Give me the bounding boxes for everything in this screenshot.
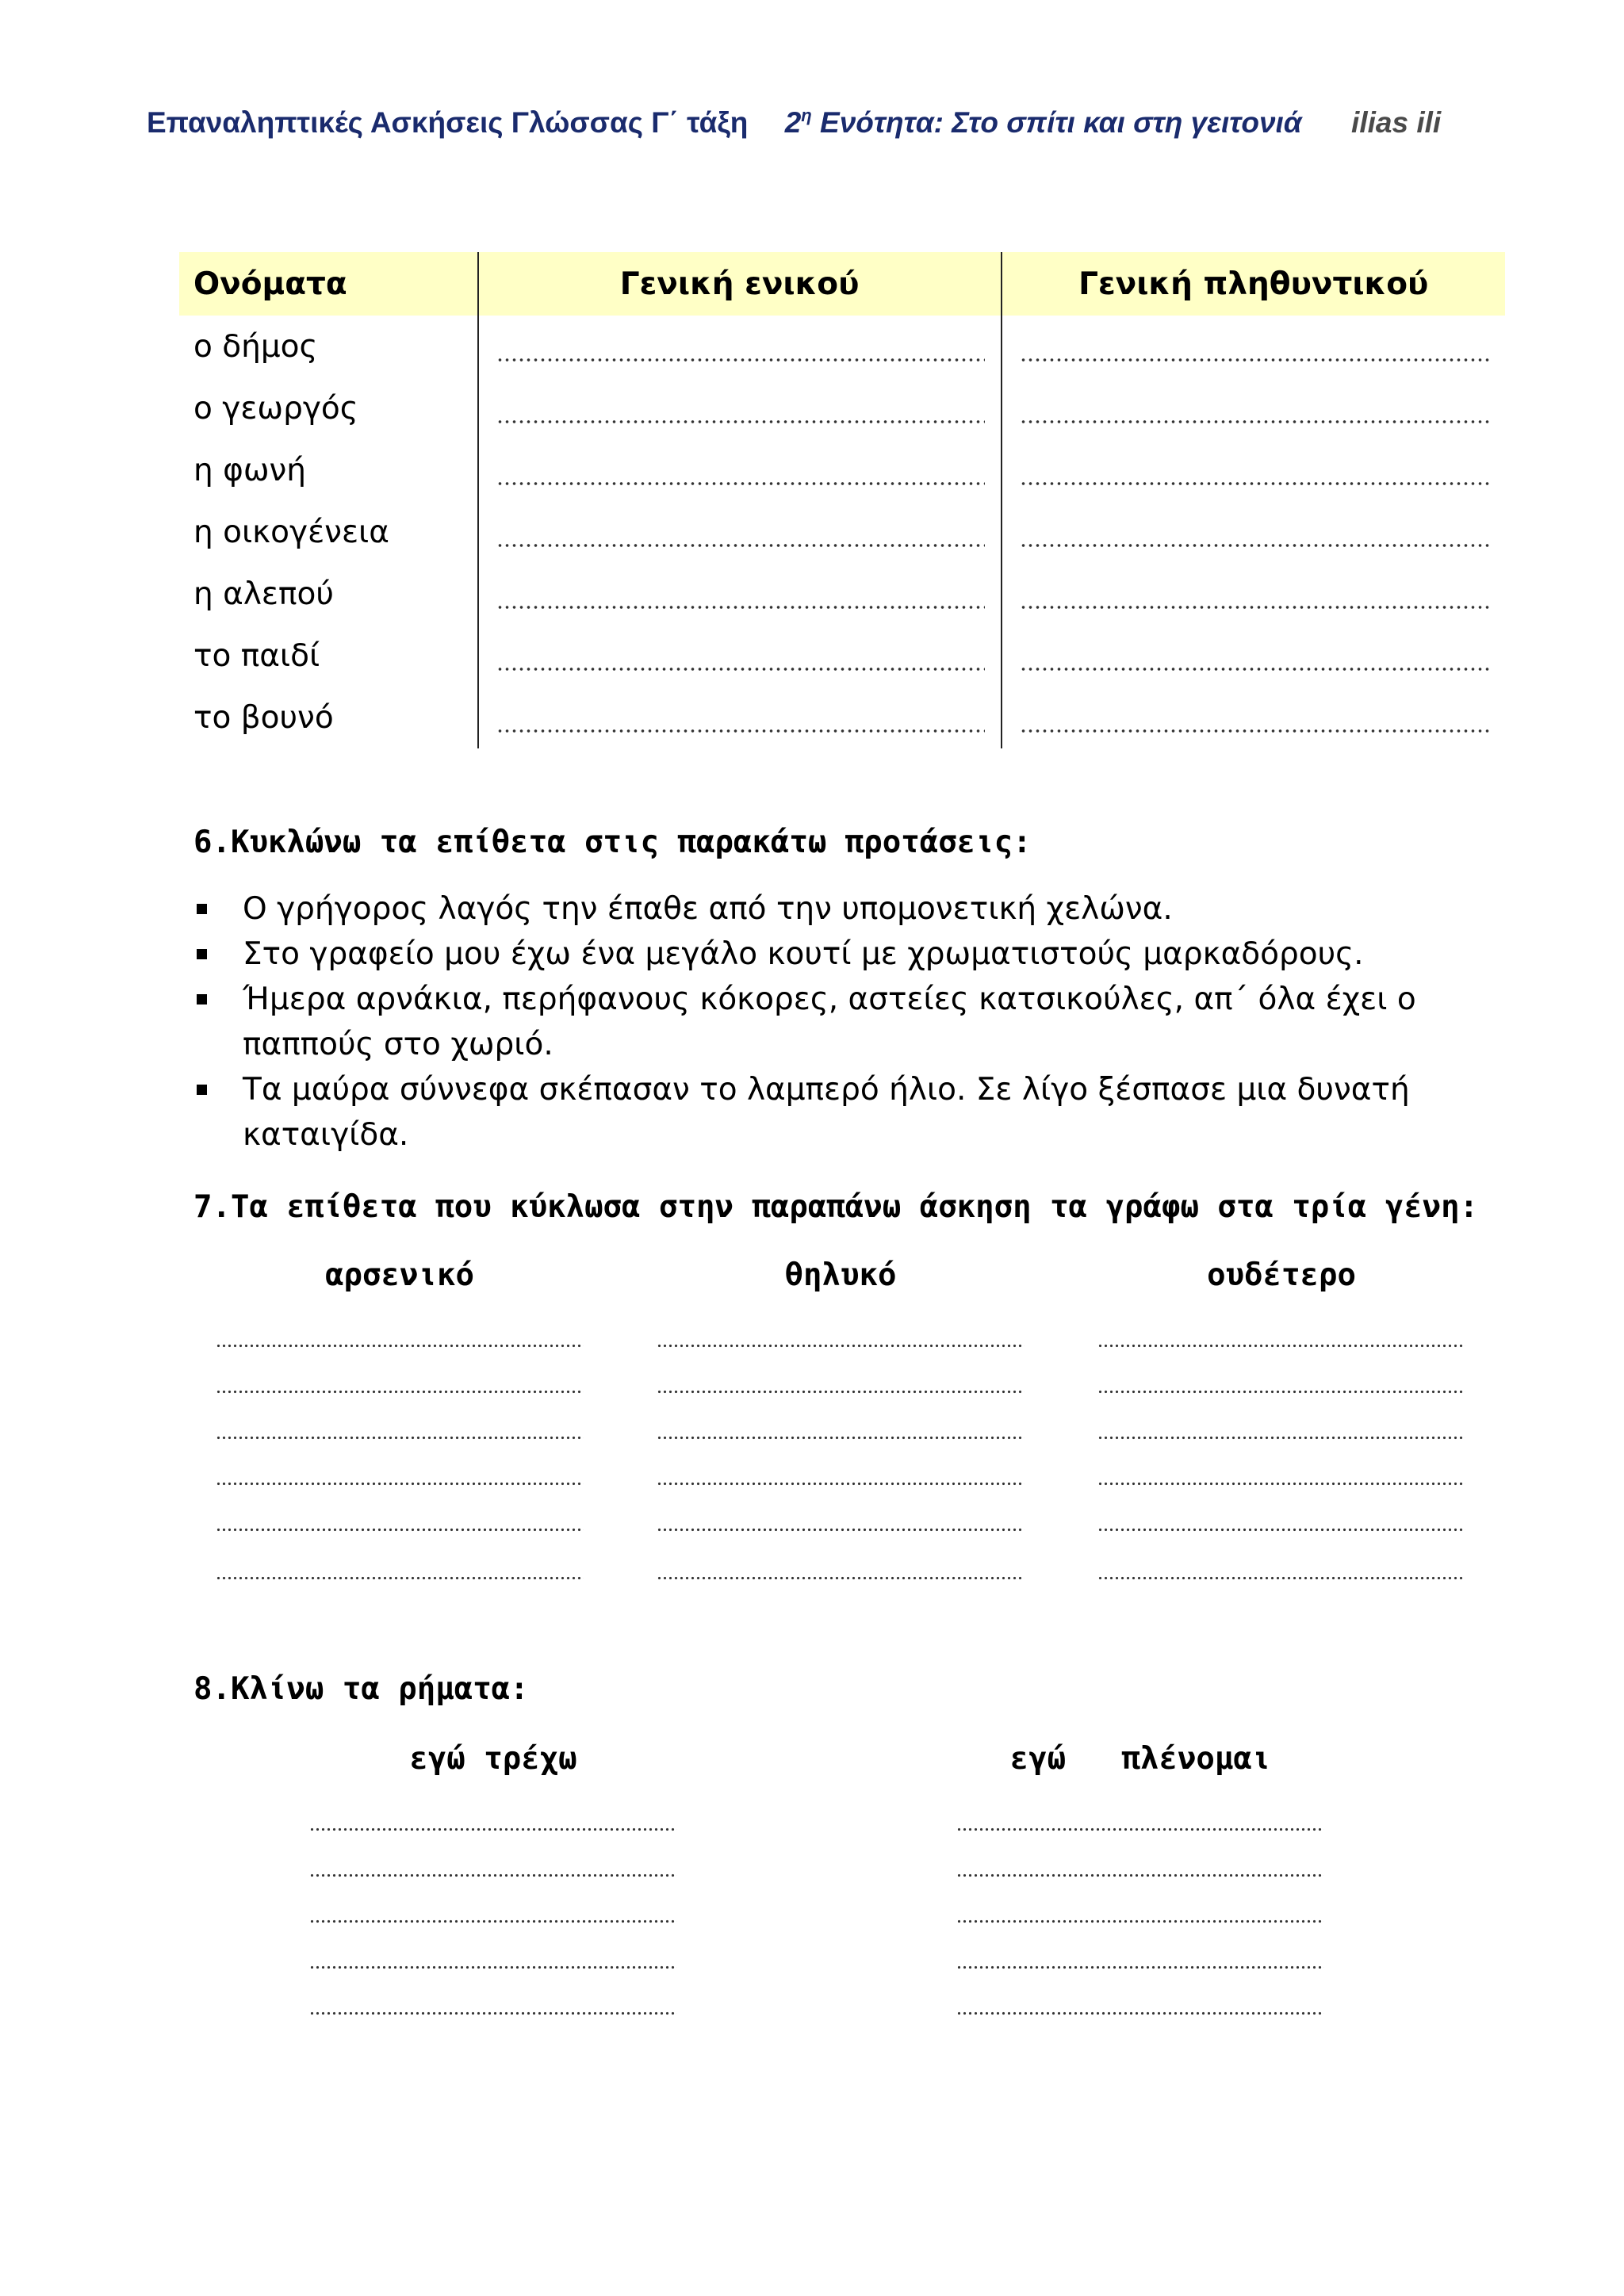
bullet-square-icon [197,1085,207,1095]
header-unit [785,106,1302,139]
answer-cell-plural[interactable] [1002,377,1505,439]
answer-line-masculine[interactable] [216,1528,584,1532]
conjugation-line-trexo[interactable] [309,1873,677,1877]
page-header [147,94,1495,138]
noun-cell: η φωνή [193,452,307,488]
conjugation-line-plenomai[interactable] [956,1827,1324,1831]
sentence-item [193,1067,1510,1158]
answer-line-feminine[interactable] [657,1390,1025,1394]
table-header-nouns: Ονόματα [179,252,478,316]
exercise-7-title: 7.Τα επίθετα που κύκλωσα στην παραπάνω άσκηση τα γράφω στα τρία γένη: [193,1189,1479,1225]
conjugation-line-plenomai[interactable] [956,2011,1324,2015]
header-title: Επαναληπτικές Ασκήσεις Γλώσσας Γ΄ τάξη [147,106,749,139]
answer-line-neuter[interactable] [1097,1390,1465,1394]
answer-cell-plural[interactable] [1002,501,1505,563]
noun-cell: η αλεπού [193,576,334,612]
table-row [179,439,1505,501]
answer-cell-singular[interactable] [478,625,1002,687]
unit-label: Ενότητα: Στο σπίτι και στη γειτονιά [820,106,1302,139]
column-neuter: ουδέτερο [1207,1257,1356,1293]
answer-line-neuter[interactable] [1097,1344,1465,1348]
answer-cell-plural[interactable] [1002,563,1505,625]
sentence-text[interactable]: Ήμερα αρνάκια, περήφανους κόκορες, αστείες κατσικούλες, απ΄ όλα έχει ο παππούς στο χωριό. [243,982,1416,1062]
bullet-square-icon [197,949,207,959]
answer-line-neuter[interactable] [1097,1576,1465,1580]
noun-cell: ο δήμος [193,328,318,365]
answer-cell-plural[interactable] [1002,687,1505,748]
answer-cell-plural[interactable] [1002,439,1505,501]
table-header-gen-plural: Γενική πληθυντικού [1002,252,1505,316]
answer-line-feminine[interactable] [657,1528,1025,1532]
sentence-text[interactable]: Ο γρήγορος λαγός την έπαθε από την υπομονετική χελώνα. [243,891,1173,927]
answer-line-masculine[interactable] [216,1576,584,1580]
answer-cell-plural[interactable] [1002,625,1505,687]
answer-line-neuter[interactable] [1097,1482,1465,1486]
answer-line-feminine[interactable] [657,1576,1025,1580]
exercise-6-title: 6.Κυκλώνω τα επίθετα στις παρακάτω προτάσεις: [193,825,1032,860]
sentence-item [193,886,1510,932]
column-feminine: θηλυκό [784,1257,897,1293]
conjugation-line-trexo[interactable] [309,1965,677,1969]
unit-sup: η [801,105,812,125]
sentence-item [193,932,1510,977]
answer-line-neuter[interactable] [1097,1436,1465,1440]
sentence-text[interactable]: Τα μαύρα σύννεφα σκέπασαν το λαμπερό ήλιο. Σε λίγο ξέσπασε μια δυνατή καταιγίδα. [243,1072,1410,1153]
answer-line-masculine[interactable] [216,1390,584,1394]
answer-cell-singular[interactable] [478,316,1002,377]
verb-plenomai-heading: εγώ πλένομαι [1009,1741,1271,1777]
conjugation-line-trexo[interactable] [309,2011,677,2015]
noun-cell: το παιδί [193,637,320,674]
answer-cell-singular[interactable] [478,377,1002,439]
bullet-square-icon [197,994,207,1004]
answer-cell-singular[interactable] [478,501,1002,563]
sentence-item [193,977,1510,1067]
answer-line-masculine[interactable] [216,1482,584,1486]
unit-number: 2 [784,106,802,139]
noun-cell: το βουνό [193,699,334,736]
bullet-square-icon [197,904,207,914]
noun-cell: η οικογένεια [193,514,389,550]
answer-line-masculine[interactable] [216,1344,584,1348]
table-header-row [179,252,1505,316]
answer-line-feminine[interactable] [657,1344,1025,1348]
verb-trexo-heading: εγώ τρέχω [409,1741,577,1777]
conjugation-line-plenomai[interactable] [956,1873,1324,1877]
table-row [179,377,1505,439]
table-row [179,563,1505,625]
answer-cell-plural[interactable] [1002,316,1505,377]
conjugation-line-plenomai[interactable] [956,1919,1324,1923]
table-row [179,316,1505,377]
answer-line-feminine[interactable] [657,1436,1025,1440]
answer-line-masculine[interactable] [216,1436,584,1440]
header-author: ilias ili [1351,106,1442,139]
table-header-gen-singular: Γενική ενικού [478,252,1002,316]
genitive-table [179,252,1505,748]
conjugation-line-plenomai[interactable] [956,1965,1324,1969]
exercise-6-sentences [193,886,1510,1158]
answer-line-neuter[interactable] [1097,1528,1465,1532]
conjugation-line-trexo[interactable] [309,1919,677,1923]
table-row [179,687,1505,748]
table-row [179,501,1505,563]
table-row [179,625,1505,687]
conjugation-line-trexo[interactable] [309,1827,677,1831]
answer-cell-singular[interactable] [478,687,1002,748]
sentence-text[interactable]: Στο γραφείο μου έχω ένα μεγάλο κουτί με χρωματιστούς μαρκαδόρους. [243,936,1364,972]
exercise-8-title: 8.Κλίνω τα ρήματα: [193,1671,529,1707]
column-masculine: αρσενικό [325,1257,474,1293]
answer-cell-singular[interactable] [478,563,1002,625]
noun-cell: ο γεωργός [193,390,358,427]
answer-line-feminine[interactable] [657,1482,1025,1486]
answer-cell-singular[interactable] [478,439,1002,501]
